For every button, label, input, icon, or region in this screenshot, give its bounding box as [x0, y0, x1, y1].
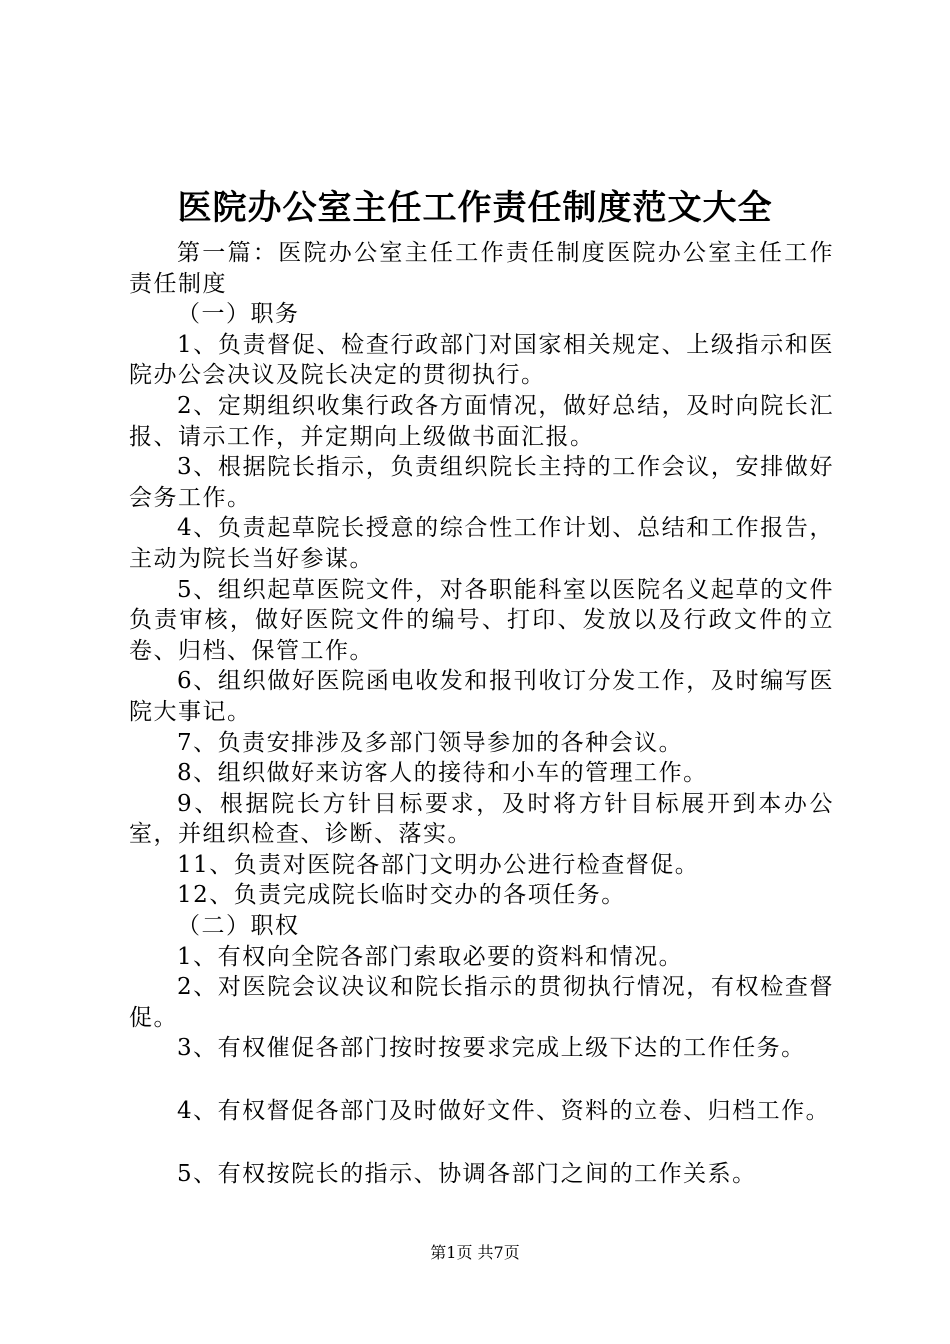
list-item: 5、有权按院长的指示、协调各部门之间的工作关系。 — [177, 1160, 757, 1187]
list-item: 1、负责督促、检查行政部门对国家相关规定、上级指示和医院办公会决议及院长决定的贯彻执行。 — [129, 331, 834, 389]
list-item: 3、根据院长指示，负责组织院长主持的工作会议，安排做好会务工作。 — [129, 454, 834, 511]
list-item: 4、有权督促各部门及时做好文件、资料的立卷、归档工作。 — [177, 1098, 831, 1125]
document-body — [129, 238, 834, 1189]
list-item: 7、负责安排涉及多部门领导参加的各种会议。 — [177, 729, 684, 756]
section-heading-powers: （二）职权 — [177, 913, 300, 940]
list-item: 11、负责对医院各部门文明办公进行检查督促。 — [177, 851, 700, 878]
list-item: 1、有权向全院各部门索取必要的资料和情况。 — [177, 943, 684, 970]
page-number-footer: 第1页 共7页 — [430, 1243, 520, 1262]
paragraph-intro: 第一篇：医院办公室主任工作责任制度医院办公室主任工作责任制度 — [129, 240, 834, 297]
list-item: 8、组织做好来访客人的接待和小车的管理工作。 — [177, 760, 708, 787]
list-item: 2、定期组织收集行政各方面情况，做好总结，及时向院长汇报、请示工作，并定期向上级做书面汇报。 — [129, 392, 834, 450]
list-item: 9、根据院长方针目标要求，及时将方针目标展开到本办公室，并组织检查、诊断、落实。 — [129, 790, 834, 848]
document-title: 医院办公室主任工作责任制度范文大全 — [177, 188, 773, 228]
list-item: 2、对医院会议决议和院长指示的贯彻执行情况，有权检查督促。 — [129, 974, 834, 1031]
list-item: 12、负责完成院长临时交办的各项任务。 — [177, 882, 626, 909]
list-item: 4、负责起草院长授意的综合性工作计划、总结和工作报告，主动为院长当好参谋。 — [129, 515, 834, 572]
list-item: 6、组织做好医院函电收发和报刊收订分发工作，及时编写医院大事记。 — [129, 668, 834, 725]
section-heading-duties: （一）职务 — [177, 301, 300, 328]
list-item: 5、组织起草医院文件，对各职能科室以医院名义起草的文件负责审核，做好医院文件的编号、打印、发放以及行政文件的立卷、归档、保管工作。 — [129, 576, 834, 664]
list-item: 3、有权催促各部门按时按要求完成上级下达的工作任务。 — [177, 1035, 806, 1062]
